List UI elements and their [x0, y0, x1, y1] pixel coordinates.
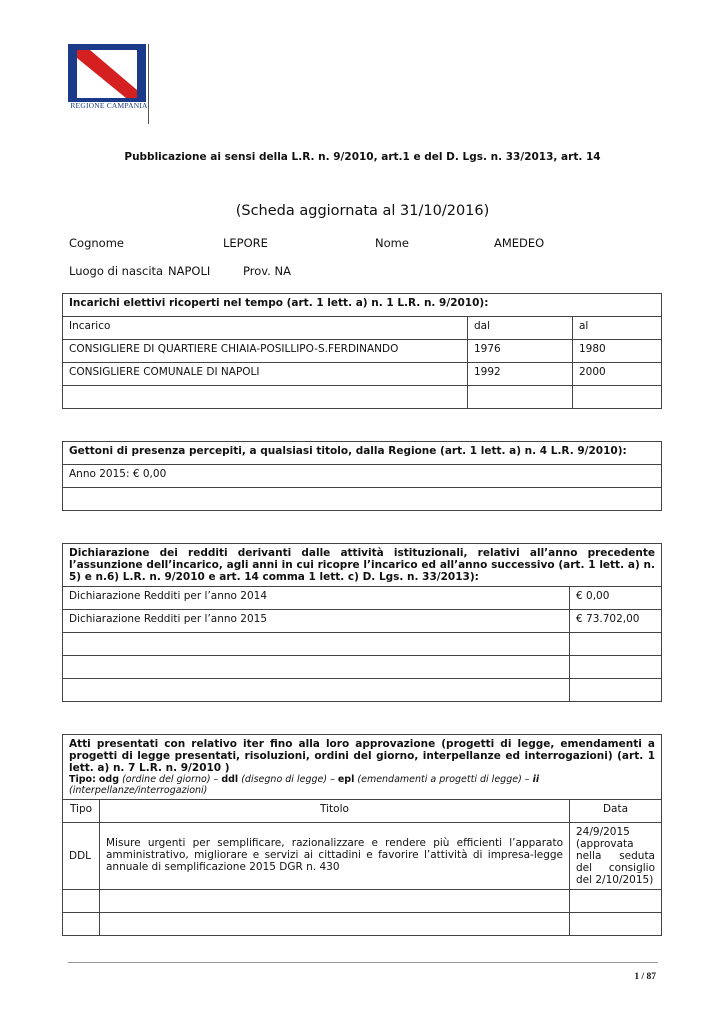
table-row: [63, 465, 662, 488]
nome-value: AMEDEO: [494, 236, 545, 250]
redditi-label: Dichiarazione Redditi per l’anno 2014: [63, 587, 570, 610]
legend-desc: (ordine del giorno): [122, 774, 211, 785]
regione-campania-emblem: [68, 44, 146, 102]
redditi-title: Dichiarazione dei redditi derivanti dalle attività istituzionali, relativi all’anno precedente l’assunzione dell’incarico, agli anni in cui ricopre l’incarico ed all’anno successivo (art. 1 lett. a) n. 5) e n.6) L.R. n. 9/2010 e art. 14 comma 1 lett. c) D. Lgs. n. 33/2013):: [63, 544, 662, 587]
header-al: al: [573, 317, 662, 340]
incarico-cell: CONSIGLIERE COMUNALE DI NAPOLI: [63, 363, 468, 386]
table-row: [63, 610, 662, 633]
redditi-table: [62, 543, 662, 702]
redditi-label: Dichiarazione Redditi per l’anno 2015: [63, 610, 570, 633]
atti-table: [62, 734, 662, 936]
dal-cell: 1976: [468, 340, 573, 363]
publication-reference: Pubblicazione ai sensi della L.R. n. 9/2010, art.1 e del D. Lgs. n. 33/2013, art. 14: [124, 151, 601, 163]
empty-row: [63, 913, 662, 936]
empty-row: [63, 488, 662, 511]
table-row: [63, 340, 662, 363]
al-cell: 1980: [573, 340, 662, 363]
legend-code: ii: [532, 774, 540, 785]
scheda-date: (Scheda aggiornata al 31/10/2016): [235, 203, 490, 219]
header-incarico: Incarico: [63, 317, 468, 340]
logo-text: REGIONE CAMPANIA: [70, 101, 148, 110]
empty-row: [63, 679, 662, 702]
data-cell: 24/9/2015 (approvata nella seduta del consiglio del 2/10/2015): [570, 823, 662, 890]
gettoni-title: Gettoni di presenza percepiti, a qualsiasi titolo, dalla Regione (art. 1 lett. a) n. 4 L.R. 9/2010):: [63, 442, 662, 465]
atti-header-cell: [63, 735, 662, 800]
incarico-cell: CONSIGLIERE DI QUARTIERE CHIAIA-POSILLIPO-S.FERDINANDO: [63, 340, 468, 363]
empty-row: [63, 890, 662, 913]
tipo-cell: DDL: [63, 823, 100, 890]
incarichi-title: Incarichi elettivi ricoperti nel tempo (art. 1 lett. a) n. 1 L.R. n. 9/2010):: [63, 294, 662, 317]
cognome-label: Cognome: [69, 236, 124, 250]
legend-desc: (interpellanze/interrogazioni): [69, 785, 208, 796]
empty-row: [63, 656, 662, 679]
table-row: [63, 587, 662, 610]
atti-legend: Tipo: odg (ordine del giorno) – ddl (disegno di legge) – epl (emendamenti a progetti di legge) – ii (interpellanze/interrogazioni): [69, 774, 540, 796]
table-header-row: [63, 317, 662, 340]
logo-divider: [148, 44, 149, 124]
luogo-value: NAPOLI: [168, 264, 211, 278]
header-titolo: Titolo: [100, 800, 570, 823]
redditi-amount: € 73.702,00: [570, 610, 662, 633]
legend-code: epl: [337, 774, 355, 785]
legend-code: ddl: [221, 774, 239, 785]
gettoni-table: [62, 441, 662, 511]
footer-divider: [68, 962, 658, 963]
incarichi-table: [62, 293, 662, 409]
table-header-row: [63, 800, 662, 823]
empty-row: [63, 633, 662, 656]
redditi-amount: € 0,00: [570, 587, 662, 610]
dal-cell: 1992: [468, 363, 573, 386]
titolo-cell: Misure urgenti per semplificare, razionalizzare e rendere più efficienti l’apparato amministrativo, migliorare e servizi ai cittadini e favorire l’attività di impresa-legge annuale di semplificazione 2015 DGR n. 430: [100, 823, 570, 890]
nome-label: Nome: [375, 236, 409, 250]
header-dal: dal: [468, 317, 573, 340]
legend-code: odg: [98, 774, 120, 785]
legend-desc: (disegno di legge): [241, 774, 328, 785]
table-row: [63, 823, 662, 890]
al-cell: 2000: [573, 363, 662, 386]
page-number: 1 / 87: [634, 972, 656, 982]
provincia-value: Prov. NA: [243, 264, 291, 278]
luogo-label: Luogo di nascita: [69, 264, 164, 278]
atti-title: Atti presentati con relativo iter fino alla loro approvazione (progetti di legge, emendamenti a progetti di legge presentati, risoluzioni, ordini del giorno, interpellanze ed interrogazioni) (art. 1 lett. a) n. 7 L.R. n. 9/2010 ): [69, 738, 655, 774]
gettoni-value: Anno 2015: € 0,00: [63, 465, 662, 488]
table-row: [63, 363, 662, 386]
tipo-prefix: Tipo:: [69, 774, 96, 785]
header-data: Data: [570, 800, 662, 823]
empty-row: [63, 386, 662, 409]
cognome-value: LEPORE: [223, 236, 268, 250]
header-tipo: Tipo: [63, 800, 100, 823]
legend-desc: (emendamenti a progetti di legge): [357, 774, 522, 785]
